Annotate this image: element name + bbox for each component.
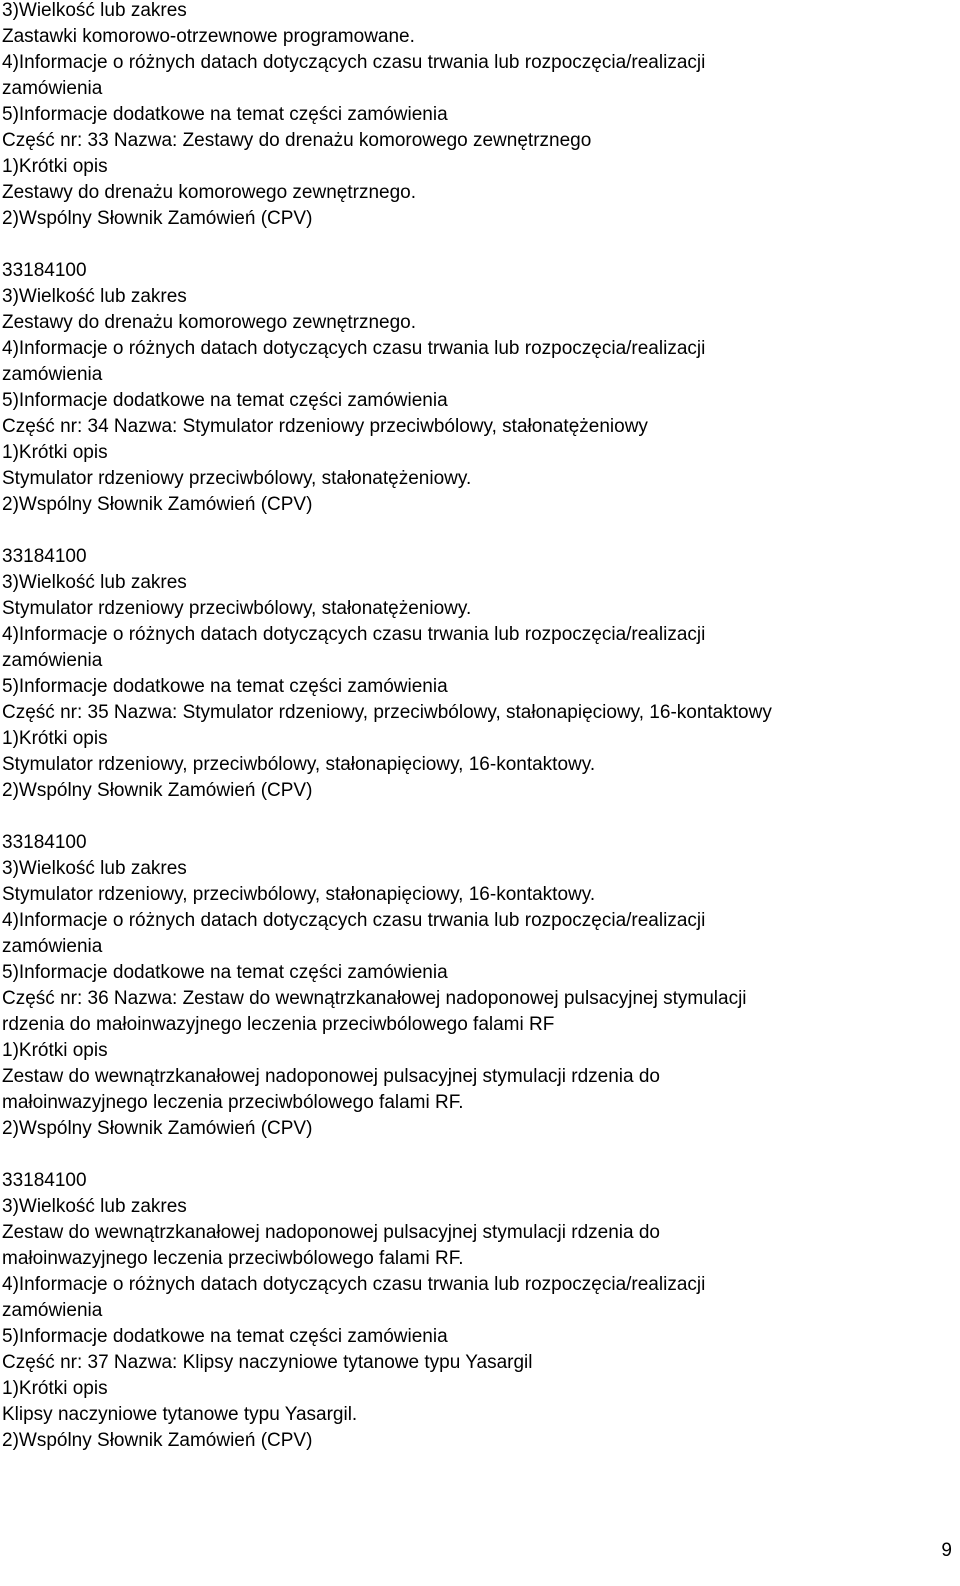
text-line: Część nr: 37 Nazwa: Klipsy naczyniowe tytanowe typu Yasargil [2,1352,533,1373]
text-line: 1)Krótki opis [2,1378,108,1399]
text-line: Zestaw do wewnątrzkanałowej nadoponowej pulsacyjnej stymulacji rdzenia do [2,1222,660,1243]
text-line: małoinwazyjnego leczenia przeciwbólowego falami RF. [2,1092,464,1113]
text-line: 5)Informacje dodatkowe na temat części zamówienia [2,1326,448,1347]
text-line: 1)Krótki opis [2,1040,108,1061]
blank-line [2,804,958,830]
text-line: 33184100 [2,546,87,567]
text-line: Część nr: 33 Nazwa: Zestawy do drenażu komorowego zewnętrznego [2,130,592,151]
text-line: 4)Informacje o różnych datach dotyczących czasu trwania lub rozpoczęcia/realizacji [2,1274,706,1295]
text-line: małoinwazyjnego leczenia przeciwbólowego falami RF. [2,1248,464,1269]
text-line: 1)Krótki opis [2,156,108,177]
text-line: 2)Wspólny Słownik Zamówień (CPV) [2,1430,313,1451]
text-line: 2)Wspólny Słownik Zamówień (CPV) [2,208,313,229]
text-line: zamówienia [2,1300,103,1321]
text-line: Część nr: 36 Nazwa: Zestaw do wewnątrzkanałowej nadoponowej pulsacyjnej stymulacji [2,988,747,1009]
text-line: 3)Wielkość lub zakres [2,858,187,879]
text-line: Zestawy do drenażu komorowego zewnętrznego. [2,312,417,333]
text-line: 5)Informacje dodatkowe na temat części zamówienia [2,676,448,697]
text-line: 33184100 [2,832,87,853]
text-line: 5)Informacje dodatkowe na temat części zamówienia [2,104,448,125]
text-line: Zestaw do wewnątrzkanałowej nadoponowej pulsacyjnej stymulacji rdzenia do [2,1066,660,1087]
text-line: 1)Krótki opis [2,442,108,463]
text-line: 3)Wielkość lub zakres [2,572,187,593]
page-number: 9 [941,1540,952,1561]
text-line: 3)Wielkość lub zakres [2,0,187,21]
text-line: 33184100 [2,260,87,281]
text-line: 4)Informacje o różnych datach dotyczących czasu trwania lub rozpoczęcia/realizacji [2,910,706,931]
document-body [2,0,958,1454]
text-line: Klipsy naczyniowe tytanowe typu Yasargil. [2,1404,358,1425]
text-line: 4)Informacje o różnych datach dotyczących czasu trwania lub rozpoczęcia/realizacji [2,338,706,359]
text-line: 2)Wspólny Słownik Zamówień (CPV) [2,1118,313,1139]
text-line: 4)Informacje o różnych datach dotyczących czasu trwania lub rozpoczęcia/realizacji [2,624,706,645]
text-line: 3)Wielkość lub zakres [2,1196,187,1217]
text-line: 33184100 [2,1170,87,1191]
text-line: zamówienia [2,936,103,957]
text-line: zamówienia [2,78,103,99]
blank-line [2,232,958,258]
text-line: Zastawki komorowo-otrzewnowe programowane. [2,26,415,47]
text-line: 5)Informacje dodatkowe na temat części zamówienia [2,390,448,411]
text-line: rdzenia do małoinwazyjnego leczenia przeciwbólowego falami RF [2,1014,555,1035]
text-line: Część nr: 35 Nazwa: Stymulator rdzeniowy, przeciwbólowy, stałonapięciowy, 16-kontaktowy [2,702,772,723]
text-line: 3)Wielkość lub zakres [2,286,187,307]
text-line: Stymulator rdzeniowy, przeciwbólowy, stałonapięciowy, 16-kontaktowy. [2,884,596,905]
text-line: zamówienia [2,364,103,385]
text-line: Stymulator rdzeniowy przeciwbólowy, stałonatężeniowy. [2,468,472,489]
text-line: 4)Informacje o różnych datach dotyczących czasu trwania lub rozpoczęcia/realizacji [2,52,706,73]
text-line: 2)Wspólny Słownik Zamówień (CPV) [2,494,313,515]
text-line: Zestawy do drenażu komorowego zewnętrznego. [2,182,417,203]
blank-line [2,1142,958,1168]
text-line: Stymulator rdzeniowy, przeciwbólowy, stałonapięciowy, 16-kontaktowy. [2,754,596,775]
text-line: Część nr: 34 Nazwa: Stymulator rdzeniowy przeciwbólowy, stałonatężeniowy [2,416,648,437]
text-line: 1)Krótki opis [2,728,108,749]
blank-line [2,518,958,544]
text-line: 2)Wspólny Słownik Zamówień (CPV) [2,780,313,801]
text-line: zamówienia [2,650,103,671]
text-line: Stymulator rdzeniowy przeciwbólowy, stałonatężeniowy. [2,598,472,619]
text-line: 5)Informacje dodatkowe na temat części zamówienia [2,962,448,983]
